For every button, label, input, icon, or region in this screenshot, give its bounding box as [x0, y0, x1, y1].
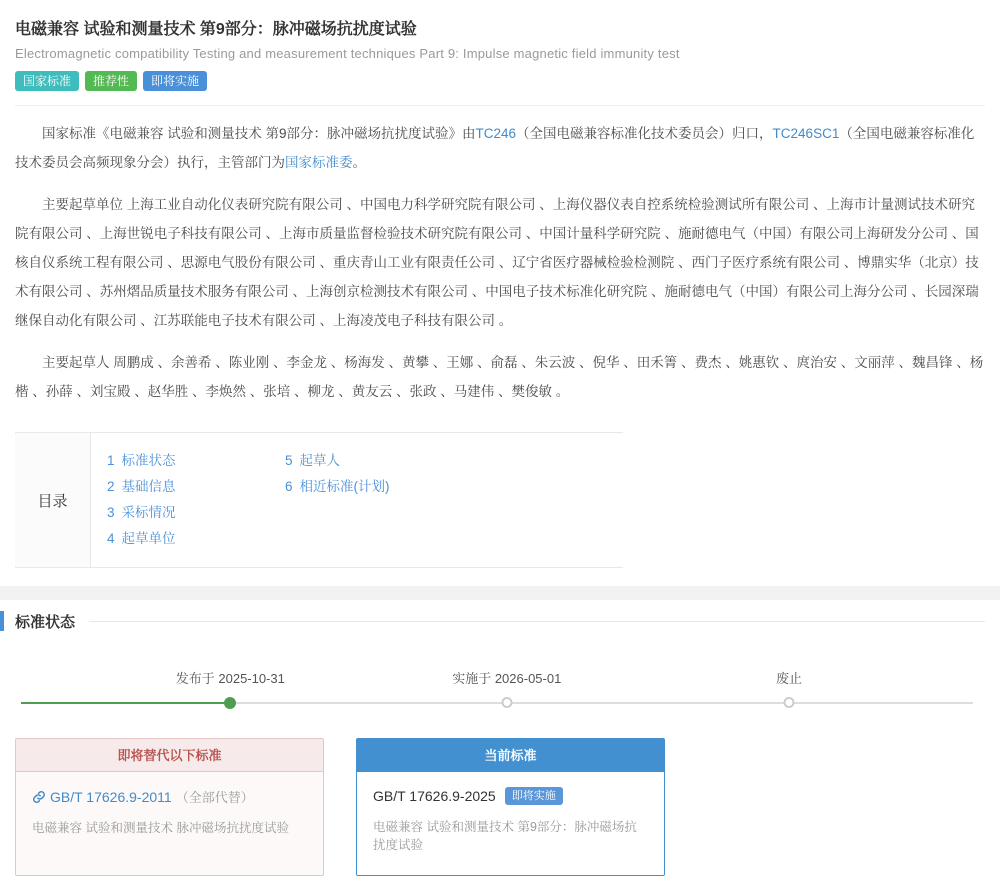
current-standard-code: GB/T 17626.9-2025	[373, 788, 496, 804]
para1-prefix: 国家标准《电磁兼容 试验和测量技术 第9部分：脉冲磁场抗扰度试验》由	[42, 126, 476, 141]
intro-paragraph-drafting-units: 主要起草单位 上海工业自动化仪表研究院有限公司 、中国电力科学研究院有限公司 、上海仪器仪表自控系统检验测试所有限公司 、上海市计量测试技术研究院有限公司 、上海世锐电子科技有限公司 、上海市质量监督检验技术研究院有限公司 、中国计量科学研究院 、施耐德电气（中国）有限公司上海研发分公司 、国核自仪系统工程有限公司 、思源电气股份有限公司 、重庆青山工业有限责任公司 、辽宁省医疗器械检验检测院 、西门子医疗系统有限公司 、博鼎实华（北京）技术有限公司 、苏州熠品质量技术服务有限公司 、上海创京检测技术有限公司 、中国电子技术标准化研究院 、施耐德电气（中国）有限公司上海分公司 、长园深瑞继保自动化有限公司 、江苏联能电子技术有限公司 、上海凌茂电子科技有限公司 。	[15, 197, 979, 328]
timeline-label-abolished: 废止	[776, 671, 803, 686]
replaced-standard-desc: 电磁兼容 试验和测量技术 脉冲磁场抗扰度试验	[32, 821, 289, 835]
replaced-card-body	[16, 772, 323, 858]
section-header-rule	[89, 621, 985, 622]
replaced-code-row	[32, 787, 307, 806]
toc-items	[91, 433, 623, 567]
toc-column-2	[285, 448, 390, 552]
header-divider	[15, 105, 985, 106]
replaced-standard-card	[15, 738, 324, 876]
link-tc246sc1[interactable]: TC246SC1	[772, 126, 840, 141]
current-card-header: 当前标准	[357, 739, 664, 772]
timeline-label-effective: 实施于 2026-05-01	[452, 671, 562, 686]
current-code-row	[373, 787, 648, 805]
section-separator-band	[0, 586, 1000, 600]
intro-paragraph-authority	[15, 119, 985, 177]
standard-cards-row	[15, 738, 985, 876]
para1-mid2: （全国电磁兼容标准化技术委员会高频现象分会）执行，主管部门为	[15, 126, 975, 170]
current-standard-desc: 电磁兼容 试验和测量技术 第9部分：脉冲磁场抗扰度试验	[373, 820, 637, 852]
para1-suffix: 。	[352, 155, 366, 170]
current-standard-status-badge: 即将实施	[505, 787, 563, 805]
badge-row	[15, 71, 985, 91]
table-of-contents	[15, 432, 623, 568]
status-section-header	[0, 608, 985, 634]
section-accent-bar	[0, 611, 4, 631]
replaced-card-header: 即将替代以下标准	[16, 739, 323, 772]
replaced-standard-note: （全部代替）	[175, 790, 254, 805]
timeline-node-abolished	[784, 697, 795, 708]
toc-item-basic-info[interactable]: 2 基础信息	[107, 479, 176, 494]
status-section-title: 标准状态	[15, 613, 76, 631]
link-tc246[interactable]: TC246	[475, 126, 517, 141]
current-standard-card	[356, 738, 665, 876]
current-card-body	[357, 772, 664, 875]
replaced-standard-link[interactable]: GB/T 17626.9-2011	[50, 788, 172, 805]
badge-recommended: 推荐性	[85, 71, 137, 91]
badge-national-standard: 国家标准	[15, 71, 79, 91]
page-title: 电磁兼容 试验和测量技术 第9部分：脉冲磁场抗扰度试验	[15, 21, 417, 38]
link-chain-icon	[32, 790, 46, 804]
toc-item-drafters[interactable]: 5 起草人	[285, 453, 341, 468]
toc-item-adoption[interactable]: 3 采标情况	[107, 505, 176, 520]
timeline-track-active	[21, 702, 232, 704]
toc-column-1	[107, 448, 285, 552]
badge-upcoming: 即将实施	[143, 71, 207, 91]
page-subtitle-english: Electromagnetic compatibility Testing and measurement techniques Part 9: Impulse magnetic field immunity test	[15, 46, 680, 61]
timeline-label-published: 发布于 2025-10-31	[175, 671, 285, 686]
para1-mid1: （全国电磁兼容标准化技术委员会）归口，	[516, 126, 773, 141]
toc-item-drafting-units[interactable]: 4 起草单位	[107, 531, 176, 546]
timeline-node-published	[224, 697, 236, 709]
toc-title: 目录	[15, 433, 91, 567]
link-sac[interactable]: 国家标准委	[285, 155, 353, 170]
timeline-node-effective	[501, 697, 512, 708]
intro-paragraph-drafters: 主要起草人 周鹏成 、余善希 、陈业刚 、李金龙 、杨海发 、黄攀 、王娜 、俞磊 、朱云波 、倪华 、田禾箐 、费杰 、姚惠钦 、庹治安 、文丽萍 、魏昌锋 、杨楷 、孙薛 、刘宝殿 、赵华胜 、李焕然 、张培 、柳龙 、黄友云 、张政 、马建伟 、樊俊敏 。	[15, 355, 984, 399]
status-timeline	[15, 664, 985, 716]
toc-item-standard-status[interactable]: 1 标准状态	[107, 453, 176, 468]
toc-item-related-standards[interactable]: 6 相近标准(计划)	[285, 479, 390, 494]
